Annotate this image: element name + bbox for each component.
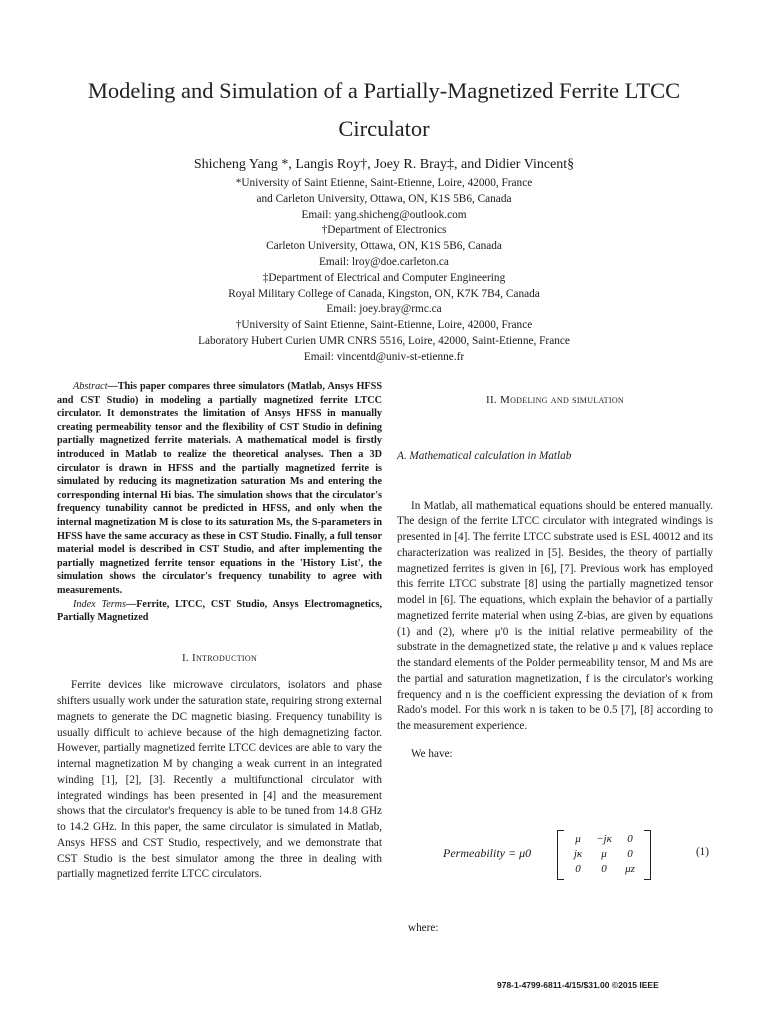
affiliation-email: Email: joey.bray@rmc.ca — [326, 303, 442, 316]
affiliation-line: and Carleton University, Ottawa, ON, K1S 5B6, Canada — [256, 192, 512, 205]
affiliation-line: Royal Military College of Canada, Kingston, ON, K7K 7B4, Canada — [228, 287, 540, 300]
affiliation-line: Laboratory Hubert Curien UMR CNRS 5516, Loire, 42000, Saint-Etienne, France — [198, 334, 570, 347]
where-text: where: — [408, 922, 439, 934]
section-heading-modeling: II. Modeling and simulation — [486, 394, 624, 406]
abstract — [57, 380, 382, 598]
equation-number: (1) — [695, 846, 709, 858]
abstract-text: —This paper compares three simulators (Matlab, Ansys HFSS and CST Studio) in modeling a partially magnetized ferrite LTCC circulator. It demonstrates the limitation of Ansys HFSS in manually creating permeability tensor and the flexibility of CST Studio in defining partially magnetized ferrite materials. A mathematical model is firstly introduced in Matlab to realize the theoretical analyses. Then a 3D circulator is drawn in HFSS and the partially magnetized ferrite is simulated by reducing its magnetization saturation Ms and entering the corresponding internal Hi bias. The simulation shows that the circulator's frequency tunability cannot be predicted in HFSS, and only when the internal magnetization M is close to its saturation Ms, the S-parameters in HFSS have the same accuracy as these in CST Studio. Finally, a full tensor material model is described in CST Studio, and after implementing the partially magnetized ferrite tensor equations in the 'History List', the simulation shows the circulator's frequency tunability to agree with measurements. — [57, 381, 382, 596]
matrix-cell: −jκ — [596, 832, 612, 845]
right-column — [397, 380, 713, 763]
paper-title: Modeling and Simulation of a Partially-Magnetized Ferrite LTCC Circulator — [87, 78, 681, 141]
matrix-cell: 0 — [575, 862, 581, 875]
equation-lhs: Permeability = μ0 — [443, 846, 532, 860]
matrix-cell: jκ — [573, 847, 583, 860]
matrix-cells — [565, 831, 643, 876]
matrix-cell: μ — [601, 847, 607, 860]
we-have-text: We have: — [411, 747, 453, 760]
affiliation-line: Carleton University, Ottawa, ON, K1S 5B6, Canada — [266, 240, 502, 253]
matrix-cell: 0 — [627, 847, 633, 860]
affiliation-line: *University of Saint Etienne, Saint-Etienne, Loire, 42000, France — [235, 177, 533, 189]
section-heading-introduction: I. Introduction — [181, 651, 258, 664]
affiliation-email: Email: lroy@doe.carleton.ca — [319, 255, 449, 268]
affiliation-email: Email: yang.shicheng@outlook.com — [301, 208, 467, 221]
introduction-paragraph: Ferrite devices like microwave circulators, isolators and phase shifters usually work under the saturation state, requiring strong external magnets to generate the DC magnetic biasing. Frequency tunability is usually difficult to achieve because of the high demagnetizing factor. However, partially magnetized ferrite LTCC devices are able to vary the internal magnetization M by changing a weak current in an integrated winding [1], [2], [3]. Recently a multifunctional circulator with integrated windings has been presented in [4] and the measurement shows that the circulator's frequency is able to be tuned from 14.8 GHz to 14.2 GHz. In this paper, the same circulator is simulated in Matlab, Ansys HFSS and CST Studio, respectively, and we demonstrate that CST Studio is the best simulator among the three in dealing with partially magnetized ferrite LTCC circulators. — [57, 679, 382, 881]
matrix-cell: 0 — [601, 862, 607, 875]
affiliations — [60, 176, 708, 366]
matrix-left-bracket — [557, 830, 564, 880]
matrix-cell: μz — [625, 862, 635, 875]
subsection-heading-matlab: A. Mathematical calculation in Matlab — [397, 449, 572, 462]
affiliation-email: Email: vincentd@univ-st-etienne.fr — [303, 350, 465, 363]
left-column — [57, 380, 382, 883]
equation-1 — [397, 826, 713, 882]
affiliation-line: †University of Saint Etienne, Saint-Etienne, Loire, 42000, France — [235, 319, 533, 332]
matrix-cell: μ — [575, 832, 581, 845]
affiliation-line: †Department of Electronics — [321, 224, 447, 237]
matrix-cell: 0 — [627, 832, 633, 845]
index-terms-text: —Ferrite, LTCC, CST Studio, Ansys Electromagnetics, Partially Magnetized — [57, 598, 382, 624]
index-terms-lead: Index Terms — [73, 598, 127, 610]
author-list: Shicheng Yang *, Langis Roy†, Joey R. Bray‡, and Didier Vincent§ — [193, 157, 575, 172]
abstract-lead: Abstract — [73, 381, 108, 392]
permeability-matrix — [557, 830, 651, 880]
index-terms — [57, 598, 382, 625]
affiliation-line: ‡Department of Electrical and Computer Engineering — [262, 271, 506, 284]
matrix-right-bracket — [644, 830, 651, 880]
matlab-paragraph: In Matlab, all mathematical equations should be entered manually. The design of the ferrite LTCC circulator with integrated windings is presented in [4]. The ferrite LTCC substrate used is ESL 40012 and its characterization was realized in [5]. Besides, the theory of partially magnetized ferrites is given in [6], [7]. Previous work has employed this ferrite LTCC substrate [8] using the partially magnetized tensor model in [6]. The equations, which explain the behavior of a partially magnetized ferrite material when using Z-bias, are given by equations (1) and (2), where μ'0 is the initial relative permeability of the substrate in the demagnetized state, the relative μ and κ values replace the standard elements of the Polder permeability tensor, M and Ms are the partial and saturation magnetization, f is the circulator's working frequency and n is the coefficient expressing the deviation of κ from Rado's model. For this work n is taken to be 0.5 [7], [8] according to the measurement experience. — [397, 499, 713, 732]
copyright-footer: 978-1-4799-6811-4/15/$31.00 ©2015 IEEE — [497, 980, 659, 990]
